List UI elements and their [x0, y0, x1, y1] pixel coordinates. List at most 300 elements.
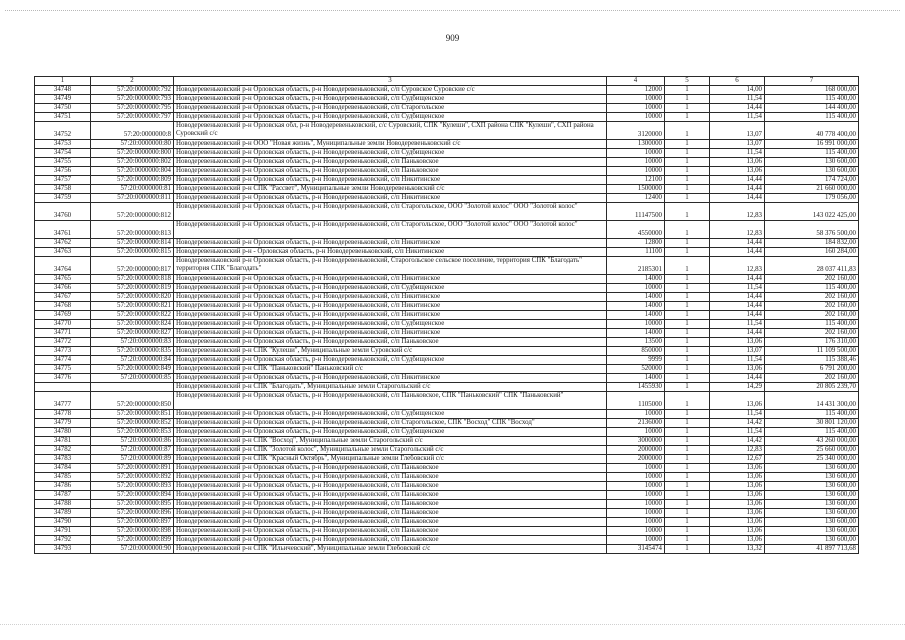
cadastral-number-cell: 57:20:0000000:819	[91, 284, 174, 293]
location-description-cell: Новодеревеньковский р-н Орловская область, р-н Новодеревеньковский, Старогольское сельское поселение, территория СПК "Благодать" территория СПК "Благодать"	[174, 257, 607, 275]
header-cell: 6	[710, 77, 765, 86]
share-cell: 1	[665, 428, 710, 437]
location-description-cell: Новодеревеньковский р-н Орловская область, р-н Новодеревеньковский, с/п Судбищенское	[174, 320, 607, 329]
row-number-cell: 34789	[35, 509, 91, 518]
cadastral-number-cell: 57:20:0000000:83	[91, 338, 174, 347]
share-cell: 1	[665, 347, 710, 356]
unit-value-cell: 13,06	[710, 338, 765, 347]
table-row	[35, 122, 859, 140]
scan-artifact-line	[5, 10, 900, 17]
row-number-cell: 34765	[35, 275, 91, 284]
share-cell: 1	[665, 113, 710, 122]
table-row	[35, 536, 859, 545]
row-number-cell: 34779	[35, 419, 91, 428]
cadastral-value-cell: 115 400,00	[765, 284, 859, 293]
cadastral-value-table	[34, 76, 859, 554]
location-description-cell: Новодеревеньковский р-н Орловская область, р-н Новодеревеньковский, с/п Паньковское	[174, 509, 607, 518]
area-cell: 520000	[607, 365, 665, 374]
area-cell: 14000	[607, 293, 665, 302]
area-cell: 10000	[607, 113, 665, 122]
location-description-cell: Новодеревеньковский р-н Орловская область, р-н Новодеревеньковский, с/п Никитинское	[174, 302, 607, 311]
area-cell: 850000	[607, 347, 665, 356]
row-number-cell: 34780	[35, 428, 91, 437]
unit-value-cell: 14,00	[710, 86, 765, 95]
table-row	[35, 347, 859, 356]
cadastral-value-cell: 40 778 400,00	[765, 122, 859, 140]
row-number-cell: 34788	[35, 500, 91, 509]
row-number-cell: 34749	[35, 95, 91, 104]
cadastral-value-cell: 43 260 000,00	[765, 437, 859, 446]
unit-value-cell: 13,06	[710, 473, 765, 482]
unit-value-cell: 11,54	[710, 320, 765, 329]
unit-value-cell: 14,44	[710, 248, 765, 257]
table-row	[35, 203, 859, 221]
row-number-cell: 34768	[35, 302, 91, 311]
area-cell: 1300000	[607, 140, 665, 149]
table-row	[35, 311, 859, 320]
unit-value-cell: 13,06	[710, 509, 765, 518]
unit-value-cell: 14,44	[710, 275, 765, 284]
table-row	[35, 527, 859, 536]
share-cell: 1	[665, 491, 710, 500]
row-number-cell: 34764	[35, 257, 91, 275]
unit-value-cell: 14,44	[710, 185, 765, 194]
share-cell: 1	[665, 410, 710, 419]
area-cell: 2136000	[607, 419, 665, 428]
cadastral-value-cell: 115 388,46	[765, 356, 859, 365]
share-cell: 1	[665, 140, 710, 149]
unit-value-cell: 14,44	[710, 176, 765, 185]
table-row	[35, 428, 859, 437]
location-description-cell: Новодеревеньковский р-н Орловская область, р-н Новодеревеньковский, с/п Паньковское	[174, 158, 607, 167]
cadastral-value-cell: 202 160,00	[765, 311, 859, 320]
area-cell: 10000	[607, 482, 665, 491]
cadastral-number-cell: 57:20:0000000:814	[91, 239, 174, 248]
cadastral-number-cell: 57:20:0000000:896	[91, 509, 174, 518]
cadastral-value-cell: 130 600,00	[765, 536, 859, 545]
location-description-cell: Новодеревеньковский р-н Орловская область, р-н Новодеревеньковский, с/п Паньковское	[174, 527, 607, 536]
row-number-cell: 34769	[35, 311, 91, 320]
row-number-cell: 34791	[35, 527, 91, 536]
cadastral-number-cell: 57:20:0000000:80	[91, 140, 174, 149]
share-cell: 1	[665, 257, 710, 275]
share-cell: 1	[665, 338, 710, 347]
table-row	[35, 257, 859, 275]
row-number-cell: 34777	[35, 392, 91, 410]
location-description-cell: Новодеревеньковский р-н Орловская область, р-н Новодеревеньковский, с/п Старогольское, СПК "Восход" СПК "Восход"	[174, 419, 607, 428]
unit-value-cell: 13,07	[710, 347, 765, 356]
unit-value-cell: 14,29	[710, 383, 765, 392]
row-number-cell: 34785	[35, 473, 91, 482]
location-description-cell: Новодеревеньковский р-н Орловская область, р-н Новодеревеньковский, с/п Паньковское	[174, 338, 607, 347]
share-cell: 1	[665, 185, 710, 194]
table-row	[35, 383, 859, 392]
cadastral-value-cell: 184 832,00	[765, 239, 859, 248]
cadastral-value-cell: 30 801 120,00	[765, 419, 859, 428]
table-row	[35, 248, 859, 257]
header-cell: 4	[607, 77, 665, 86]
unit-value-cell: 13,06	[710, 392, 765, 410]
area-cell: 2185301	[607, 257, 665, 275]
cadastral-number-cell: 57:20:0000000:853	[91, 428, 174, 437]
share-cell: 1	[665, 275, 710, 284]
area-cell: 10000	[607, 491, 665, 500]
row-number-cell: 34773	[35, 347, 91, 356]
share-cell: 1	[665, 518, 710, 527]
table-row	[35, 545, 859, 554]
area-cell: 9999	[607, 356, 665, 365]
cadastral-number-cell: 57:20:0000000:899	[91, 536, 174, 545]
unit-value-cell: 13,06	[710, 518, 765, 527]
area-cell: 13500	[607, 338, 665, 347]
unit-value-cell: 11,54	[710, 428, 765, 437]
location-description-cell: Новодеревеньковский р-н СПК "Восход", Муниципальные земли Старогольский с/с	[174, 437, 607, 446]
table-row	[35, 374, 859, 383]
table-row	[35, 464, 859, 473]
area-cell: 10000	[607, 500, 665, 509]
area-cell: 14000	[607, 302, 665, 311]
share-cell: 1	[665, 194, 710, 203]
unit-value-cell: 11,54	[710, 113, 765, 122]
header-cell: 1	[35, 77, 91, 86]
cadastral-value-cell: 25 660 000,00	[765, 446, 859, 455]
table-row	[35, 491, 859, 500]
area-cell: 2000000	[607, 446, 665, 455]
unit-value-cell: 11,54	[710, 356, 765, 365]
table-row	[35, 320, 859, 329]
unit-value-cell: 14,42	[710, 419, 765, 428]
share-cell: 1	[665, 104, 710, 113]
cadastral-value-cell: 179 056,00	[765, 194, 859, 203]
cadastral-value-cell: 130 600,00	[765, 482, 859, 491]
share-cell: 1	[665, 383, 710, 392]
share-cell: 1	[665, 455, 710, 464]
area-cell: 10000	[607, 167, 665, 176]
cadastral-value-cell: 130 600,00	[765, 509, 859, 518]
location-description-cell: Новодеревеньковский р-н Орловская область, р-н Новодеревеньковский, с/п Паньковское	[174, 473, 607, 482]
cadastral-number-cell: 57:20:0000000:852	[91, 419, 174, 428]
row-number-cell: 34759	[35, 194, 91, 203]
share-cell: 1	[665, 392, 710, 410]
area-cell: 10000	[607, 284, 665, 293]
location-description-cell: Новодеревеньковский р-н Орловская область, р-н Новодеревеньковский, с/п Никитинское	[174, 374, 607, 383]
cadastral-number-cell: 57:20:0000000:8	[91, 122, 174, 140]
unit-value-cell: 11,54	[710, 95, 765, 104]
location-description-cell: Новодеревеньковский р-н ООО "Новая жизнь", Муниципальные земли Новодеревеньковский с/с	[174, 140, 607, 149]
area-cell: 4550000	[607, 221, 665, 239]
row-number-cell: 34763	[35, 248, 91, 257]
area-cell: 3000000	[607, 437, 665, 446]
cadastral-value-cell: 176 310,00	[765, 338, 859, 347]
area-cell: 1105000	[607, 392, 665, 410]
cadastral-number-cell: 57:20:0000000:851	[91, 410, 174, 419]
location-description-cell: Новодеревеньковский р-н Орловская область, р-н Новодеревеньковский, с/п Никитинское	[174, 176, 607, 185]
cadastral-number-cell: 57:20:0000000:818	[91, 275, 174, 284]
area-cell: 2000000	[607, 455, 665, 464]
row-number-cell: 34776	[35, 374, 91, 383]
area-cell: 14000	[607, 275, 665, 284]
table-row	[35, 446, 859, 455]
table-row	[35, 284, 859, 293]
cadastral-number-cell: 57:20:0000000:824	[91, 320, 174, 329]
row-number-cell: 34787	[35, 491, 91, 500]
row-number-cell: 34760	[35, 203, 91, 221]
row-number-cell: 34762	[35, 239, 91, 248]
page-number: 909	[445, 33, 460, 43]
cadastral-number-cell: 57:20:0000000:815	[91, 248, 174, 257]
cadastral-number-cell: 57:20:0000000:821	[91, 302, 174, 311]
cadastral-number-cell: 57:20:0000000:898	[91, 527, 174, 536]
cadastral-number-cell: 57:20:0000000:813	[91, 221, 174, 239]
area-cell: 12100	[607, 176, 665, 185]
cadastral-number-cell: 57:20:0000000:795	[91, 104, 174, 113]
table-row	[35, 113, 859, 122]
location-description-cell: Новодеревеньковский р-н Орловская область, р-н Новодеревеньковский, с/п Судбищенское	[174, 410, 607, 419]
cadastral-number-cell: 57:20:0000000:81	[91, 185, 174, 194]
location-description-cell: Новодеревеньковский р-н СПК "Кулеши", Муниципальные земли Суровский с/с	[174, 347, 607, 356]
area-cell: 1500000	[607, 185, 665, 194]
share-cell: 1	[665, 464, 710, 473]
area-cell: 10000	[607, 149, 665, 158]
row-number-cell: 34753	[35, 140, 91, 149]
location-description-cell: Новодеревеньковский р-н Орловская область, р-н Новодеревеньковский, с/п Паньковское	[174, 500, 607, 509]
cadastral-value-cell: 202 160,00	[765, 302, 859, 311]
row-number-cell: 34755	[35, 158, 91, 167]
unit-value-cell: 13,32	[710, 545, 765, 554]
unit-value-cell: 11,54	[710, 410, 765, 419]
cadastral-number-cell: 57:20:0000000:89	[91, 455, 174, 464]
share-cell: 1	[665, 302, 710, 311]
cadastral-number-cell: 57:20:0000000:835	[91, 347, 174, 356]
cadastral-value-cell: 160 284,00	[765, 248, 859, 257]
location-description-cell: Новодеревеньковский р-н Орловская область, р-н Новодеревеньковский, с/п Судбищенское	[174, 428, 607, 437]
location-description-cell: Новодеревеньковский р-н Орловская область, р-н Новодеревеньковский, с/п Паньковское	[174, 536, 607, 545]
cadastral-number-cell	[91, 383, 174, 392]
table-row	[35, 158, 859, 167]
area-cell: 14000	[607, 311, 665, 320]
cadastral-number-cell: 57:20:0000000:893	[91, 482, 174, 491]
cadastral-value-cell: 202 160,00	[765, 374, 859, 383]
share-cell: 1	[665, 545, 710, 554]
cadastral-value-cell: 28 037 411,83	[765, 257, 859, 275]
area-cell: 10000	[607, 527, 665, 536]
location-description-cell: Новодеревеньковский р-н Орловская область, р-н Новодеревеньковский, с/п Никитинское	[174, 311, 607, 320]
share-cell: 1	[665, 203, 710, 221]
cadastral-number-cell: 57:20:0000000:793	[91, 95, 174, 104]
table-row	[35, 365, 859, 374]
area-cell: 10000	[607, 320, 665, 329]
area-cell: 10000	[607, 536, 665, 545]
row-number-cell: 34771	[35, 329, 91, 338]
table-row	[35, 239, 859, 248]
unit-value-cell: 12,67	[710, 455, 765, 464]
share-cell: 1	[665, 365, 710, 374]
cadastral-value-cell: 174 724,00	[765, 176, 859, 185]
location-description-cell: Новодеревеньковский р-н Орловская область, р-н Новодеревеньковский, с/п Никитинское	[174, 329, 607, 338]
cadastral-number-cell: 57:20:0000000:797	[91, 113, 174, 122]
scan-artifact-line-bottom	[0, 624, 905, 626]
share-cell: 1	[665, 176, 710, 185]
cadastral-number-cell: 57:20:0000000:812	[91, 203, 174, 221]
cadastral-number-cell: 57:20:0000000:87	[91, 446, 174, 455]
location-description-cell: Новодеревеньковский р-н СПК "Ильичевский", Муниципальные земли Глебовский с/с	[174, 545, 607, 554]
cadastral-value-cell: 130 600,00	[765, 527, 859, 536]
row-number-cell: 34784	[35, 464, 91, 473]
row-number-cell: 34790	[35, 518, 91, 527]
location-description-cell: Новодеревеньковский р-н Орловская область, р-н Новодеревеньковский, с/п Судбищенское	[174, 95, 607, 104]
location-description-cell: Новодеревеньковский р-н - Орловская область, р-н Новодеревеньковский, с/п Никитинское	[174, 248, 607, 257]
table-row	[35, 293, 859, 302]
table-row	[35, 86, 859, 95]
cadastral-value-cell: 130 600,00	[765, 518, 859, 527]
share-cell: 1	[665, 536, 710, 545]
unit-value-cell: 14,44	[710, 239, 765, 248]
area-cell: 11147500	[607, 203, 665, 221]
unit-value-cell: 14,44	[710, 311, 765, 320]
area-cell: 10000	[607, 410, 665, 419]
cadastral-number-cell: 57:20:0000000:792	[91, 86, 174, 95]
table-row	[35, 338, 859, 347]
area-cell: 10000	[607, 95, 665, 104]
table-row	[35, 482, 859, 491]
unit-value-cell: 13,06	[710, 500, 765, 509]
location-description-cell: Новодеревеньковский р-н Орловская область, р-н Новодеревеньковский, с/п Судбищенское	[174, 149, 607, 158]
cadastral-number-cell: 57:20:0000000:822	[91, 311, 174, 320]
row-number-cell: 34752	[35, 122, 91, 140]
unit-value-cell: 13,07	[710, 122, 765, 140]
cadastral-number-cell: 57:20:0000000:827	[91, 329, 174, 338]
row-number-cell: 34782	[35, 446, 91, 455]
row-number-cell	[35, 383, 91, 392]
area-cell: 10000	[607, 104, 665, 113]
cadastral-value-cell: 202 160,00	[765, 329, 859, 338]
unit-value-cell: 13,06	[710, 491, 765, 500]
header-cell: 5	[665, 77, 710, 86]
share-cell: 1	[665, 482, 710, 491]
unit-value-cell: 13,06	[710, 482, 765, 491]
table-row	[35, 329, 859, 338]
unit-value-cell: 11,54	[710, 149, 765, 158]
cadastral-value-cell: 115 400,00	[765, 113, 859, 122]
cadastral-value-cell: 41 897 713,68	[765, 545, 859, 554]
unit-value-cell: 12,83	[710, 221, 765, 239]
area-cell: 12000	[607, 86, 665, 95]
location-description-cell: Новодеревеньковский р-н Орловская область, р-н Новодеревеньковский, с/п Старогольское	[174, 104, 607, 113]
cadastral-value-cell: 168 000,00	[765, 86, 859, 95]
location-description-cell: Новодеревеньковский р-н СПК "Красный Октябрь", Муниципальные земли Глебовский с/с	[174, 455, 607, 464]
cadastral-number-cell: 57:20:0000000:804	[91, 167, 174, 176]
share-cell: 1	[665, 509, 710, 518]
header-cell: 7	[765, 77, 859, 86]
cadastral-value-cell: 115 400,00	[765, 428, 859, 437]
unit-value-cell: 12,83	[710, 203, 765, 221]
area-cell: 12800	[607, 239, 665, 248]
unit-value-cell: 14,44	[710, 104, 765, 113]
row-number-cell: 34756	[35, 167, 91, 176]
unit-value-cell: 14,44	[710, 293, 765, 302]
header-cell: 2	[91, 77, 174, 86]
cadastral-number-cell: 57:20:0000000:820	[91, 293, 174, 302]
share-cell: 1	[665, 419, 710, 428]
share-cell: 1	[665, 149, 710, 158]
share-cell: 1	[665, 356, 710, 365]
share-cell: 1	[665, 446, 710, 455]
cadastral-value-cell: 14 431 300,00	[765, 392, 859, 410]
cadastral-number-cell: 57:20:0000000:817	[91, 257, 174, 275]
table-row	[35, 221, 859, 239]
area-cell: 10000	[607, 158, 665, 167]
cadastral-value-cell: 144 400,00	[765, 104, 859, 113]
table-row	[35, 185, 859, 194]
cadastral-number-cell: 57:20:0000000:85	[91, 374, 174, 383]
share-cell: 1	[665, 95, 710, 104]
row-number-cell: 34781	[35, 437, 91, 446]
cadastral-number-cell: 57:20:0000000:811	[91, 194, 174, 203]
row-number-cell: 34778	[35, 410, 91, 419]
unit-value-cell: 13,06	[710, 158, 765, 167]
cadastral-value-cell: 58 376 500,00	[765, 221, 859, 239]
share-cell: 1	[665, 293, 710, 302]
cadastral-number-cell: 57:20:0000000:849	[91, 365, 174, 374]
area-cell: 12400	[607, 194, 665, 203]
cadastral-number-cell: 57:20:0000000:84	[91, 356, 174, 365]
location-description-cell: Новодеревеньковский р-н Орловская область, р-н Новодеревеньковский, с/п Паньковское	[174, 464, 607, 473]
row-number-cell: 34770	[35, 320, 91, 329]
row-number-cell: 34783	[35, 455, 91, 464]
row-number-cell: 34792	[35, 536, 91, 545]
share-cell: 1	[665, 374, 710, 383]
table-row	[35, 500, 859, 509]
row-number-cell: 34761	[35, 221, 91, 239]
share-cell: 1	[665, 527, 710, 536]
cadastral-value-cell: 21 660 000,00	[765, 185, 859, 194]
table-row	[35, 455, 859, 464]
table-row	[35, 275, 859, 284]
table-row	[35, 437, 859, 446]
unit-value-cell: 13,06	[710, 365, 765, 374]
cadastral-value-cell: 143 022 425,00	[765, 203, 859, 221]
share-cell: 1	[665, 473, 710, 482]
cadastral-value-cell: 202 160,00	[765, 293, 859, 302]
row-number-cell: 34754	[35, 149, 91, 158]
unit-value-cell: 12,83	[710, 446, 765, 455]
table-row	[35, 194, 859, 203]
row-number-cell: 34758	[35, 185, 91, 194]
cadastral-value-cell: 130 600,00	[765, 464, 859, 473]
location-description-cell: Новодеревеньковский р-н Орловская область, р-н Новодеревеньковский, с/п Судбищенское	[174, 356, 607, 365]
row-number-cell: 34775	[35, 365, 91, 374]
unit-value-cell: 14,44	[710, 302, 765, 311]
area-cell: 10000	[607, 428, 665, 437]
cadastral-value-cell: 115 400,00	[765, 149, 859, 158]
location-description-cell: Новодеревеньковский р-н Орловская область, р-н Новодеревеньковский, с/п Паньковское, СПК "Паньковский" СПК "Паньковский"	[174, 392, 607, 410]
row-number-cell: 34750	[35, 104, 91, 113]
cadastral-value-cell: 130 600,00	[765, 167, 859, 176]
row-number-cell: 34766	[35, 284, 91, 293]
row-number-cell: 34793	[35, 545, 91, 554]
cadastral-value-cell: 130 600,00	[765, 500, 859, 509]
cadastral-number-cell: 57:20:0000000:850	[91, 392, 174, 410]
cadastral-number-cell: 57:20:0000000:86	[91, 437, 174, 446]
share-cell: 1	[665, 320, 710, 329]
unit-value-cell: 13,06	[710, 464, 765, 473]
cadastral-number-cell: 57:20:0000000:894	[91, 491, 174, 500]
unit-value-cell: 13,06	[710, 167, 765, 176]
cadastral-value-cell: 20 805 239,70	[765, 383, 859, 392]
location-description-cell: Новодеревеньковский р-н Орловская область, р-н Новодеревеньковский, с/п Суровское Суровские с/с	[174, 86, 607, 95]
area-cell: 10000	[607, 473, 665, 482]
location-description-cell: Новодеревеньковский р-н СПК "Золотой колос", Муниципальные земли Старогольский с/с	[174, 446, 607, 455]
